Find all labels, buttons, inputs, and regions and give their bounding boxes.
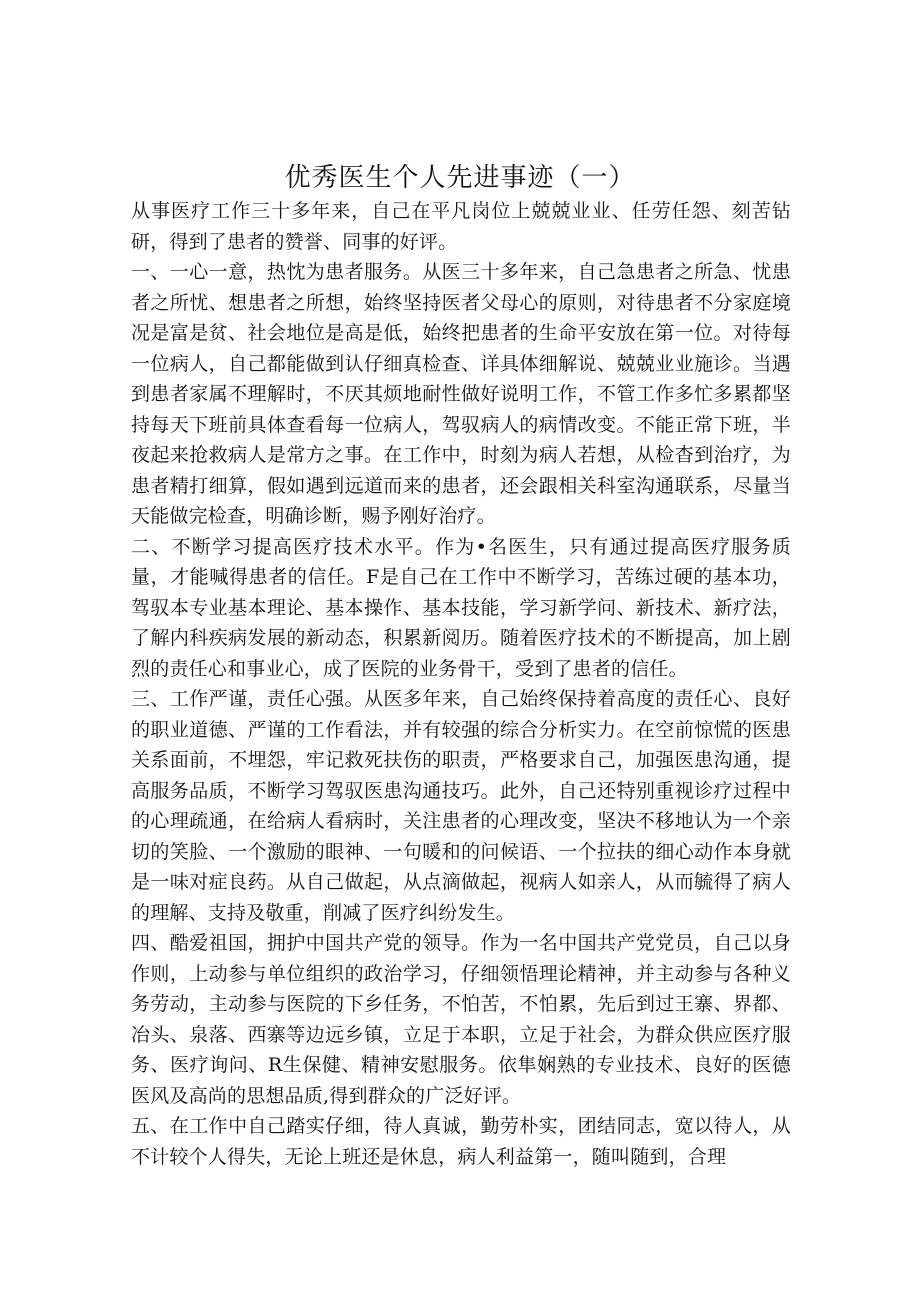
document-body [131, 196, 791, 1172]
paragraph-section-1: 一、一心一意，热忱为患者服务。从医三十多年来，自己急患者之所急、忧患者之所忧、想患者之所想，始终坚持医者父母心的原则，对待患者不分家庭境况是富是贫、社会地位是高是低，始终把患者的生命平安放在第一位。对待每一位病人，自己都能做到认仔细真检查、详具体细解说、兢兢业业施诊。当遇到患者家属不理解时，不厌其烦地耐性做好说明工作，不管工作多忙多累都坚持每天下班前具体查看每一位病人，驾驭病人的病情改变。不能正常下班，半夜起来抢救病人是常方之事。在工作中，时刻为病人若想，从检杳到治疗，为患者精打细算，假如遇到远道而来的患者，还会跟相关科室沟通联系，尽量当天能做完检查，明确诊断，赐予刚好治疗。 [131, 261, 791, 527]
paragraph-section-5: 五、在工作中自己踏实仔细，待人真诚，勤劳朴实，团结同志，宽以待人，从不计较个人得失，无论上班还是休息，病人利益第一，随叫随到，合理 [131, 1115, 791, 1168]
paragraph-section-3: 三、工作严谨，责任心强。从医多年来，自己始终保持着高度的责任心、良好的职业道德、严谨的工作看法，并有较强的综合分析实力。在空前惊慌的医患关系面前，不埋怨，牢记救死扶伤的职责，严格要求自己，加强医患沟通，提高服务品质，不断学习驾驭医患沟通技巧。此外，自己还特别重视诊疗过程中的心理疏通，在给病人看病时，关注患者的心理改变，坚决不移地认为一个亲切的笑脸、一个激励的眼神、一句暖和的问候语、一个拉扶的细心动作本身就是一味对症良药。从自己做起，从点滴做起，视病人如亲人，从而毓得了病人的理解、支持及敬重，削减了医疗纠纷发生。 [131, 688, 791, 924]
paragraph-intro: 从事医疗工作三十多年来，自己在平凡岗位上兢兢业业、任劳任怨、刻苦钻研，得到了患者的赞誉、同事的好评。 [131, 200, 791, 253]
paragraph-section-4: 四、酷爱祖国，拥护中国共产党的领导。作为一名中国共产党党员，自己以身作则，上动参与单位组织的政治学习，仔细领悟理论精神，并主动参与各种义务劳动，主动参与医院的下乡任务，不怕苦，不怕累，先后到过王寨、界都、冶头、泉落、西寨等边远乡镇，立足于本职，立足于社会，为群众供应医疗服务、医疗询问、R生保健、精神安慰服务。依隼娴熟的专业技术、良好的医德医风及高尚的思想品质,得到群众的广泛好评。 [131, 932, 791, 1107]
document-title: 优秀医生个人先进事迹（一） [284, 163, 636, 193]
paragraph-section-2: 二、不断学习提高医疗技术水平。作为•名医生，只有通过提高医疗服务质量，才能喊得患者的信任。F是自己在工作中不断学习，苦练过硬的基本功，驾驭本专业基本理论、基本操作、基本技能，学习新学问、新技术、新疗法，了解内科疾病发展的新动态，积累新阅历。随着医疗技术的不断提高，加上剧烈的责任心和事业心，成了医院的业务骨干，受到了患者的信任。 [131, 535, 791, 680]
